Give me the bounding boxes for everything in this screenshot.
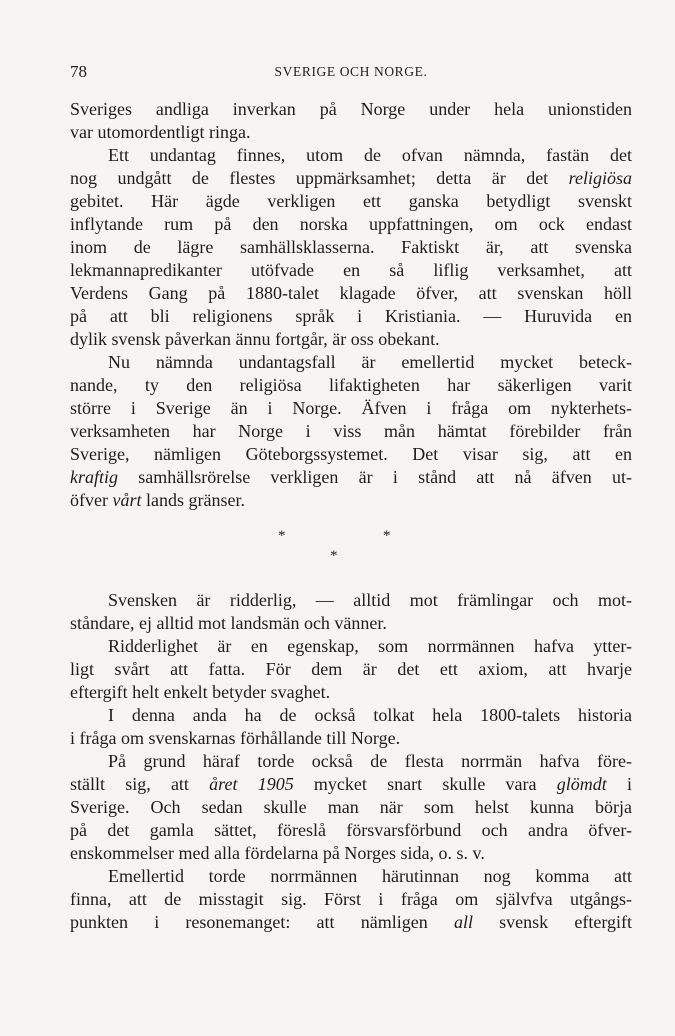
text-line: Nu nämnda undantagsfall är emellertid mycket beteck- [108,352,632,372]
section-divider [270,528,420,568]
text-line: dylik svensk påverkan ännu fortgår, är oss obekant. [70,329,440,349]
text-line: ståndare, ej alltid mot landsmän och vänner. [70,613,387,633]
text-line: Ridderlighet är en egenskap, som norrmännen hafva ytter- [108,636,632,656]
page-header [70,62,632,84]
emphasis: kraftig [70,467,118,487]
text-section-2 [70,589,632,934]
text-line: ställt sig, att året 1905 mycket snart skulle vara glömdt i [70,774,632,794]
text-section-1 [70,98,632,512]
emphasis: religiösa [568,168,632,188]
text-line: inom de lägre samhällsklasserna. Faktiskt är, att svenska [70,237,632,257]
paragraph [70,635,632,704]
text-line: gebitet. Här ägde verkligen ett ganska betydligt svenskt [70,191,632,211]
text-line: ligt svårt att fatta. För dem är det ett axiom, att hvarje [70,659,632,679]
text-line: öfver vårt lands gränser. [70,490,245,510]
emphasis: året 1905 [209,774,294,794]
text-line: verksamheten har Norge i viss mån hämtat förebilder från [70,421,632,441]
paragraph [70,589,632,635]
text-line: Sverige. Och sedan skulle man när som helst kunna börja [70,797,632,817]
text-line: var utomordentligt ringa. [70,122,251,142]
text-line: nande, ty den religiösa lifaktigheten har säkerligen varit [70,375,632,395]
asterisk: * [383,528,391,544]
text-line: kraftig samhällsrörelse verkligen är i stånd att nå äfven ut- [70,467,632,487]
text-line: Emellertid torde norrmännen härutinnan nog komma att [108,866,632,886]
text-line: i fråga om svenskarnas förhållande till Norge. [70,728,401,748]
text-line: lekmannapredikanter utöfvade en så liflig verksamhet, att [70,260,632,280]
asterisk: * [278,528,286,544]
text-line: I denna anda ha de också tolkat hela 1800-talets historia [108,705,632,725]
text-line: på det gamla sättet, föreslå försvarsförbund och andra öfver- [70,820,632,840]
emphasis: glömdt [556,774,607,794]
text-line: Sverige, nämligen Göteborgssystemet. Det visar sig, att en [70,444,632,464]
text-line: finna, att de misstagit sig. Först i fråga om självfva utgångs- [70,889,632,909]
paragraph [70,144,632,351]
asterisk: * [330,548,338,564]
text-line: enskommelser med alla fördelarna på Norges sida, o. s. v. [70,843,485,863]
text-line: Svensken är ridderlig, — alltid mot främlingar och mot- [108,590,632,610]
emphasis: vårt [112,490,142,510]
paragraph [70,750,632,865]
text-line: större i Sverige än i Norge. Äfven i fråga om nykterhets- [70,398,632,418]
text-line: Sveriges andliga inverkan på Norge under hela unionstiden [70,99,632,119]
paragraph [70,865,632,934]
running-head: SVERIGE OCH NORGE. [274,64,428,79]
text-line: på att bli religionens språk i Kristiania. — Huruvida en [70,306,632,326]
paragraph [70,351,632,512]
text-line: nog undgått de flestes uppmärksamhet; detta är det religiösa [70,168,632,188]
text-line: På grund häraf torde också de flesta norrmän hafva före- [108,751,632,771]
text-line: inflytande rum på den norska uppfattningen, om ock endast [70,214,632,234]
text-line: Ett undantag finnes, utom de ofvan nämnda, fastän det [108,145,632,165]
paragraph [70,704,632,750]
text-line: eftergift helt enkelt betyder svaghet. [70,682,331,702]
text-line: Verdens Gang på 1880-talet klagade öfver, att svenskan höll [70,283,632,303]
page-number: 78 [70,62,87,81]
text-line: punkten i resonemanget: att nämligen all svensk eftergift [70,912,632,932]
emphasis: all [453,912,473,932]
paragraph [70,98,632,144]
